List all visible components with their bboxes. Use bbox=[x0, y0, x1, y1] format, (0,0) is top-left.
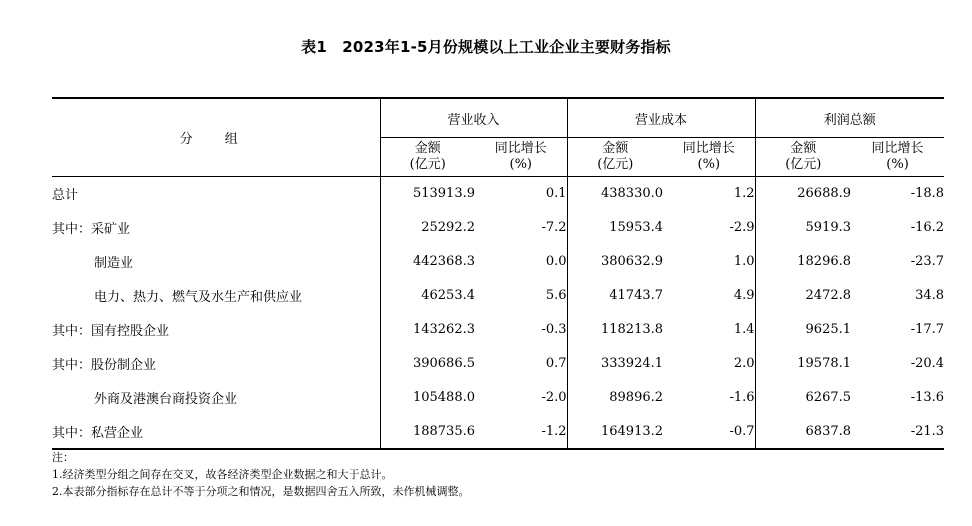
amount-cell: 9625.1 bbox=[755, 313, 851, 347]
row-name: 国有控股企业 bbox=[91, 324, 170, 339]
amount-cell: 442368.3 bbox=[380, 245, 475, 279]
row-name: 制造业 bbox=[94, 256, 134, 271]
row-prefix: 其中： bbox=[52, 222, 92, 237]
growth-cell: -1.2 bbox=[541, 423, 567, 439]
growth-cell: 34.8 bbox=[915, 288, 945, 303]
amount-cell: 118213.8 bbox=[567, 313, 663, 347]
row-label bbox=[52, 347, 380, 381]
table-row bbox=[52, 245, 944, 279]
table-row bbox=[52, 313, 944, 347]
amount-cell: 164913.2 bbox=[567, 415, 663, 449]
amount-cell: 15953.4 bbox=[567, 211, 663, 245]
yoy-growth-subheader: 同比增长 (%) bbox=[663, 138, 755, 177]
group-column-header: 分 组 bbox=[52, 98, 380, 177]
yoy-growth-subheader: 同比增长 (%) bbox=[475, 138, 567, 177]
growth-cell: 0.1 bbox=[545, 186, 567, 202]
amount-cell: 188735.6 bbox=[380, 415, 475, 449]
growth-cell: -13.6 bbox=[910, 390, 945, 405]
table-row bbox=[52, 211, 944, 245]
table-title: 表1 2023年1-5月份规模以上工业企业主要财务指标 bbox=[301, 38, 671, 56]
row-prefix: 其中： bbox=[52, 324, 92, 339]
cost-header: 营业成本 bbox=[567, 98, 755, 138]
growth-cell: 1.2 bbox=[733, 186, 755, 202]
amount-cell: 380632.9 bbox=[567, 245, 663, 279]
growth-cell: -7.2 bbox=[541, 220, 567, 235]
amount-cell: 5919.3 bbox=[755, 211, 851, 245]
row-label bbox=[52, 211, 380, 245]
row-prefix: 其中： bbox=[52, 358, 92, 373]
amount-cell: 26688.9 bbox=[755, 177, 851, 211]
table-row bbox=[52, 279, 944, 313]
growth-cell: -20.4 bbox=[910, 356, 945, 371]
growth-cell: 4.9 bbox=[733, 288, 755, 303]
amount-cell: 2472.8 bbox=[755, 279, 851, 313]
row-label bbox=[52, 177, 380, 211]
note-heading: 注： bbox=[52, 451, 74, 464]
row-name: 电力、热力、燃气及水生产和供应业 bbox=[94, 290, 303, 305]
table-row bbox=[52, 415, 944, 449]
growth-cell: -18.8 bbox=[910, 186, 945, 202]
profit-header: 利润总额 bbox=[755, 98, 944, 138]
note-2: 2.本表部分指标存在总计不等于分项之和情况，是数据四舍五入所致，未作机械调整。 bbox=[52, 485, 470, 498]
amount-cell: 19578.1 bbox=[755, 347, 851, 381]
footnotes bbox=[52, 449, 944, 500]
amount-cell: 390686.5 bbox=[380, 347, 475, 381]
growth-cell: -1.6 bbox=[729, 390, 755, 405]
growth-cell: -2.9 bbox=[729, 220, 755, 235]
financial-indicators-table bbox=[52, 97, 944, 450]
growth-cell: -0.7 bbox=[729, 423, 755, 439]
growth-cell: 1.0 bbox=[733, 254, 755, 269]
row-name: 私营企业 bbox=[91, 425, 144, 441]
amount-cell: 89896.2 bbox=[567, 381, 663, 415]
growth-cell: -21.3 bbox=[910, 423, 945, 439]
row-name: 外商及港澳台商投资企业 bbox=[94, 392, 238, 407]
amount-cell: 105488.0 bbox=[380, 381, 475, 415]
amount-subheader: 金额 (亿元) bbox=[755, 138, 851, 177]
row-label bbox=[52, 381, 380, 415]
growth-cell: -23.7 bbox=[910, 254, 945, 269]
table-row bbox=[52, 177, 944, 211]
note-1: 1.经济类型分组之间存在交叉，故各经济类型企业数据之和大于总计。 bbox=[52, 468, 393, 481]
growth-cell: 1.4 bbox=[733, 322, 755, 337]
amount-cell: 333924.1 bbox=[567, 347, 663, 381]
growth-cell: -17.7 bbox=[910, 322, 945, 337]
growth-cell: 2.0 bbox=[733, 356, 755, 371]
amount-cell: 46253.4 bbox=[380, 279, 475, 313]
row-label bbox=[52, 415, 380, 449]
amount-cell: 41743.7 bbox=[567, 279, 663, 313]
row-label bbox=[52, 313, 380, 347]
growth-cell: -0.3 bbox=[541, 322, 567, 337]
revenue-header: 营业收入 bbox=[380, 98, 567, 138]
amount-subheader: 金额 (亿元) bbox=[567, 138, 663, 177]
row-name: 采矿业 bbox=[91, 222, 131, 237]
row-prefix: 其中： bbox=[52, 425, 92, 441]
growth-cell: -2.0 bbox=[541, 390, 567, 405]
growth-cell: 0.0 bbox=[545, 254, 567, 269]
table-row bbox=[52, 381, 944, 415]
amount-cell: 18296.8 bbox=[755, 245, 851, 279]
yoy-growth-subheader: 同比增长 (%) bbox=[851, 138, 944, 177]
amount-cell: 438330.0 bbox=[567, 177, 663, 211]
row-prefix: 总计 bbox=[52, 188, 79, 204]
table-row bbox=[52, 347, 944, 381]
row-label bbox=[52, 245, 380, 279]
amount-cell: 143262.3 bbox=[380, 313, 475, 347]
amount-subheader: 金额 (亿元) bbox=[380, 138, 475, 177]
growth-cell: -16.2 bbox=[910, 220, 945, 235]
amount-cell: 6267.5 bbox=[755, 381, 851, 415]
growth-cell: 0.7 bbox=[545, 356, 567, 371]
row-name: 股份制企业 bbox=[91, 358, 157, 373]
growth-cell: 5.6 bbox=[545, 288, 567, 303]
amount-cell: 513913.9 bbox=[380, 177, 475, 211]
amount-cell: 6837.8 bbox=[755, 415, 851, 449]
amount-cell: 25292.2 bbox=[380, 211, 475, 245]
row-label bbox=[52, 279, 380, 313]
